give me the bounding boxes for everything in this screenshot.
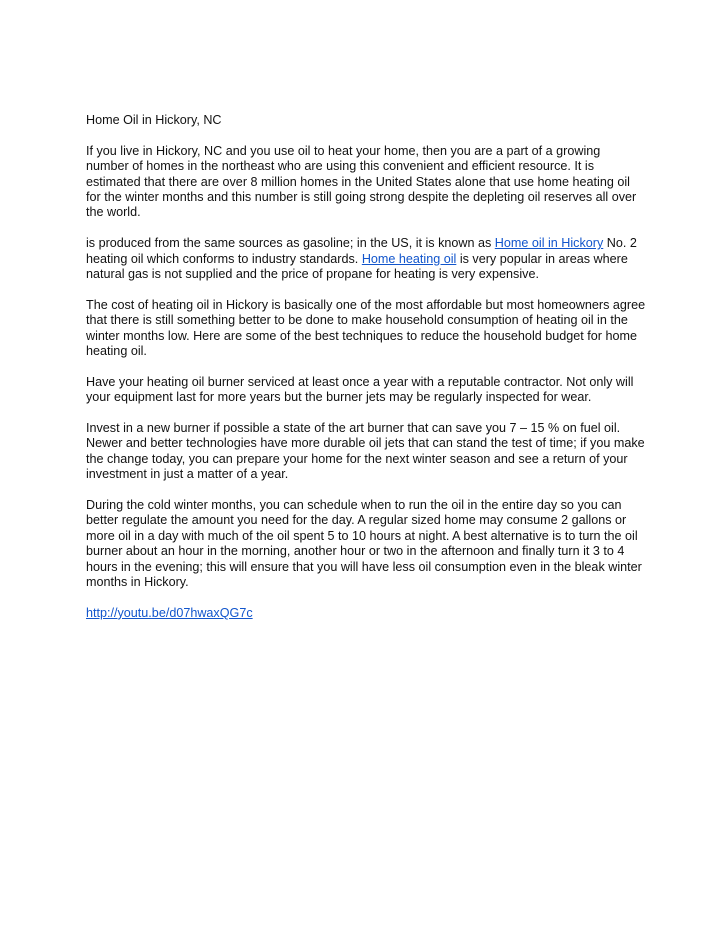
paragraph-text: is very popular in areas where natural gas is not supplied and the price of propane for heating is very expensive. xyxy=(86,251,628,282)
paragraph-service-burner: Have your heating oil burner serviced at least once a year with a reputable contractor. Not only will your equipment last for more years but the burner jets may be regularly inspected for wear. xyxy=(86,374,634,405)
paragraph-new-burner: Invest in a new burner if possible a state of the art burner that can save you 7 – 15 % on fuel oil. Newer and better technologies have more durable oil jets that can stand the test of time; if you make the change today, you can prepare your home for the next winter season and see a return of your investment in just a matter of a year. xyxy=(86,421,645,482)
paragraph-heating-oil-source xyxy=(86,236,646,282)
video-link-paragraph xyxy=(86,606,646,621)
paragraph-text: is produced from the same sources as gasoline; in the US, it is known as xyxy=(86,236,495,251)
youtube-video-link[interactable]: http://youtu.be/d07hwaxQG7c xyxy=(86,605,253,620)
home-oil-in-hickory-link[interactable]: Home oil in Hickory xyxy=(494,236,604,251)
paragraph-schedule: During the cold winter months, you can schedule when to run the oil in the entire day so you can better regulate the amount you need for the day. A regular sized home may consume 2 gallons or more oil in a day with much of the oil spent 5 to 10 hours at night. A best alternative is to turn the oil burner about an hour in the morning, another hour or two in the afternoon and finally turn it 3 to 4 hours in the evening; this will ensure that you will have less oil consumption even in the bleak winter months in Hickory. xyxy=(86,498,642,590)
paragraph-intro: If you live in Hickory, NC and you use oil to heat your home, then you are a part of a growing number of homes in the northeast who are using this convenient and efficient resource. It is estimated that there are over 8 million homes in the United States alone that use home heating oil for the winter months and this number is still going strong despite the depleting oil reserves all over the world. xyxy=(86,143,637,220)
home-heating-oil-link[interactable]: Home heating oil xyxy=(361,251,457,266)
paragraph-text: No. 2 heating oil which conforms to industry standards. xyxy=(86,236,637,266)
paragraph-cost: The cost of heating oil in Hickory is basically one of the most affordable but most homeowners agree that there is still something better to be done to make household consumption of heating oil in the winter months low. Here are some of the best techniques to reduce the household budget for home heating oil. xyxy=(86,297,646,359)
document-page xyxy=(86,113,646,637)
document-title: Home Oil in Hickory, NC xyxy=(86,113,222,127)
